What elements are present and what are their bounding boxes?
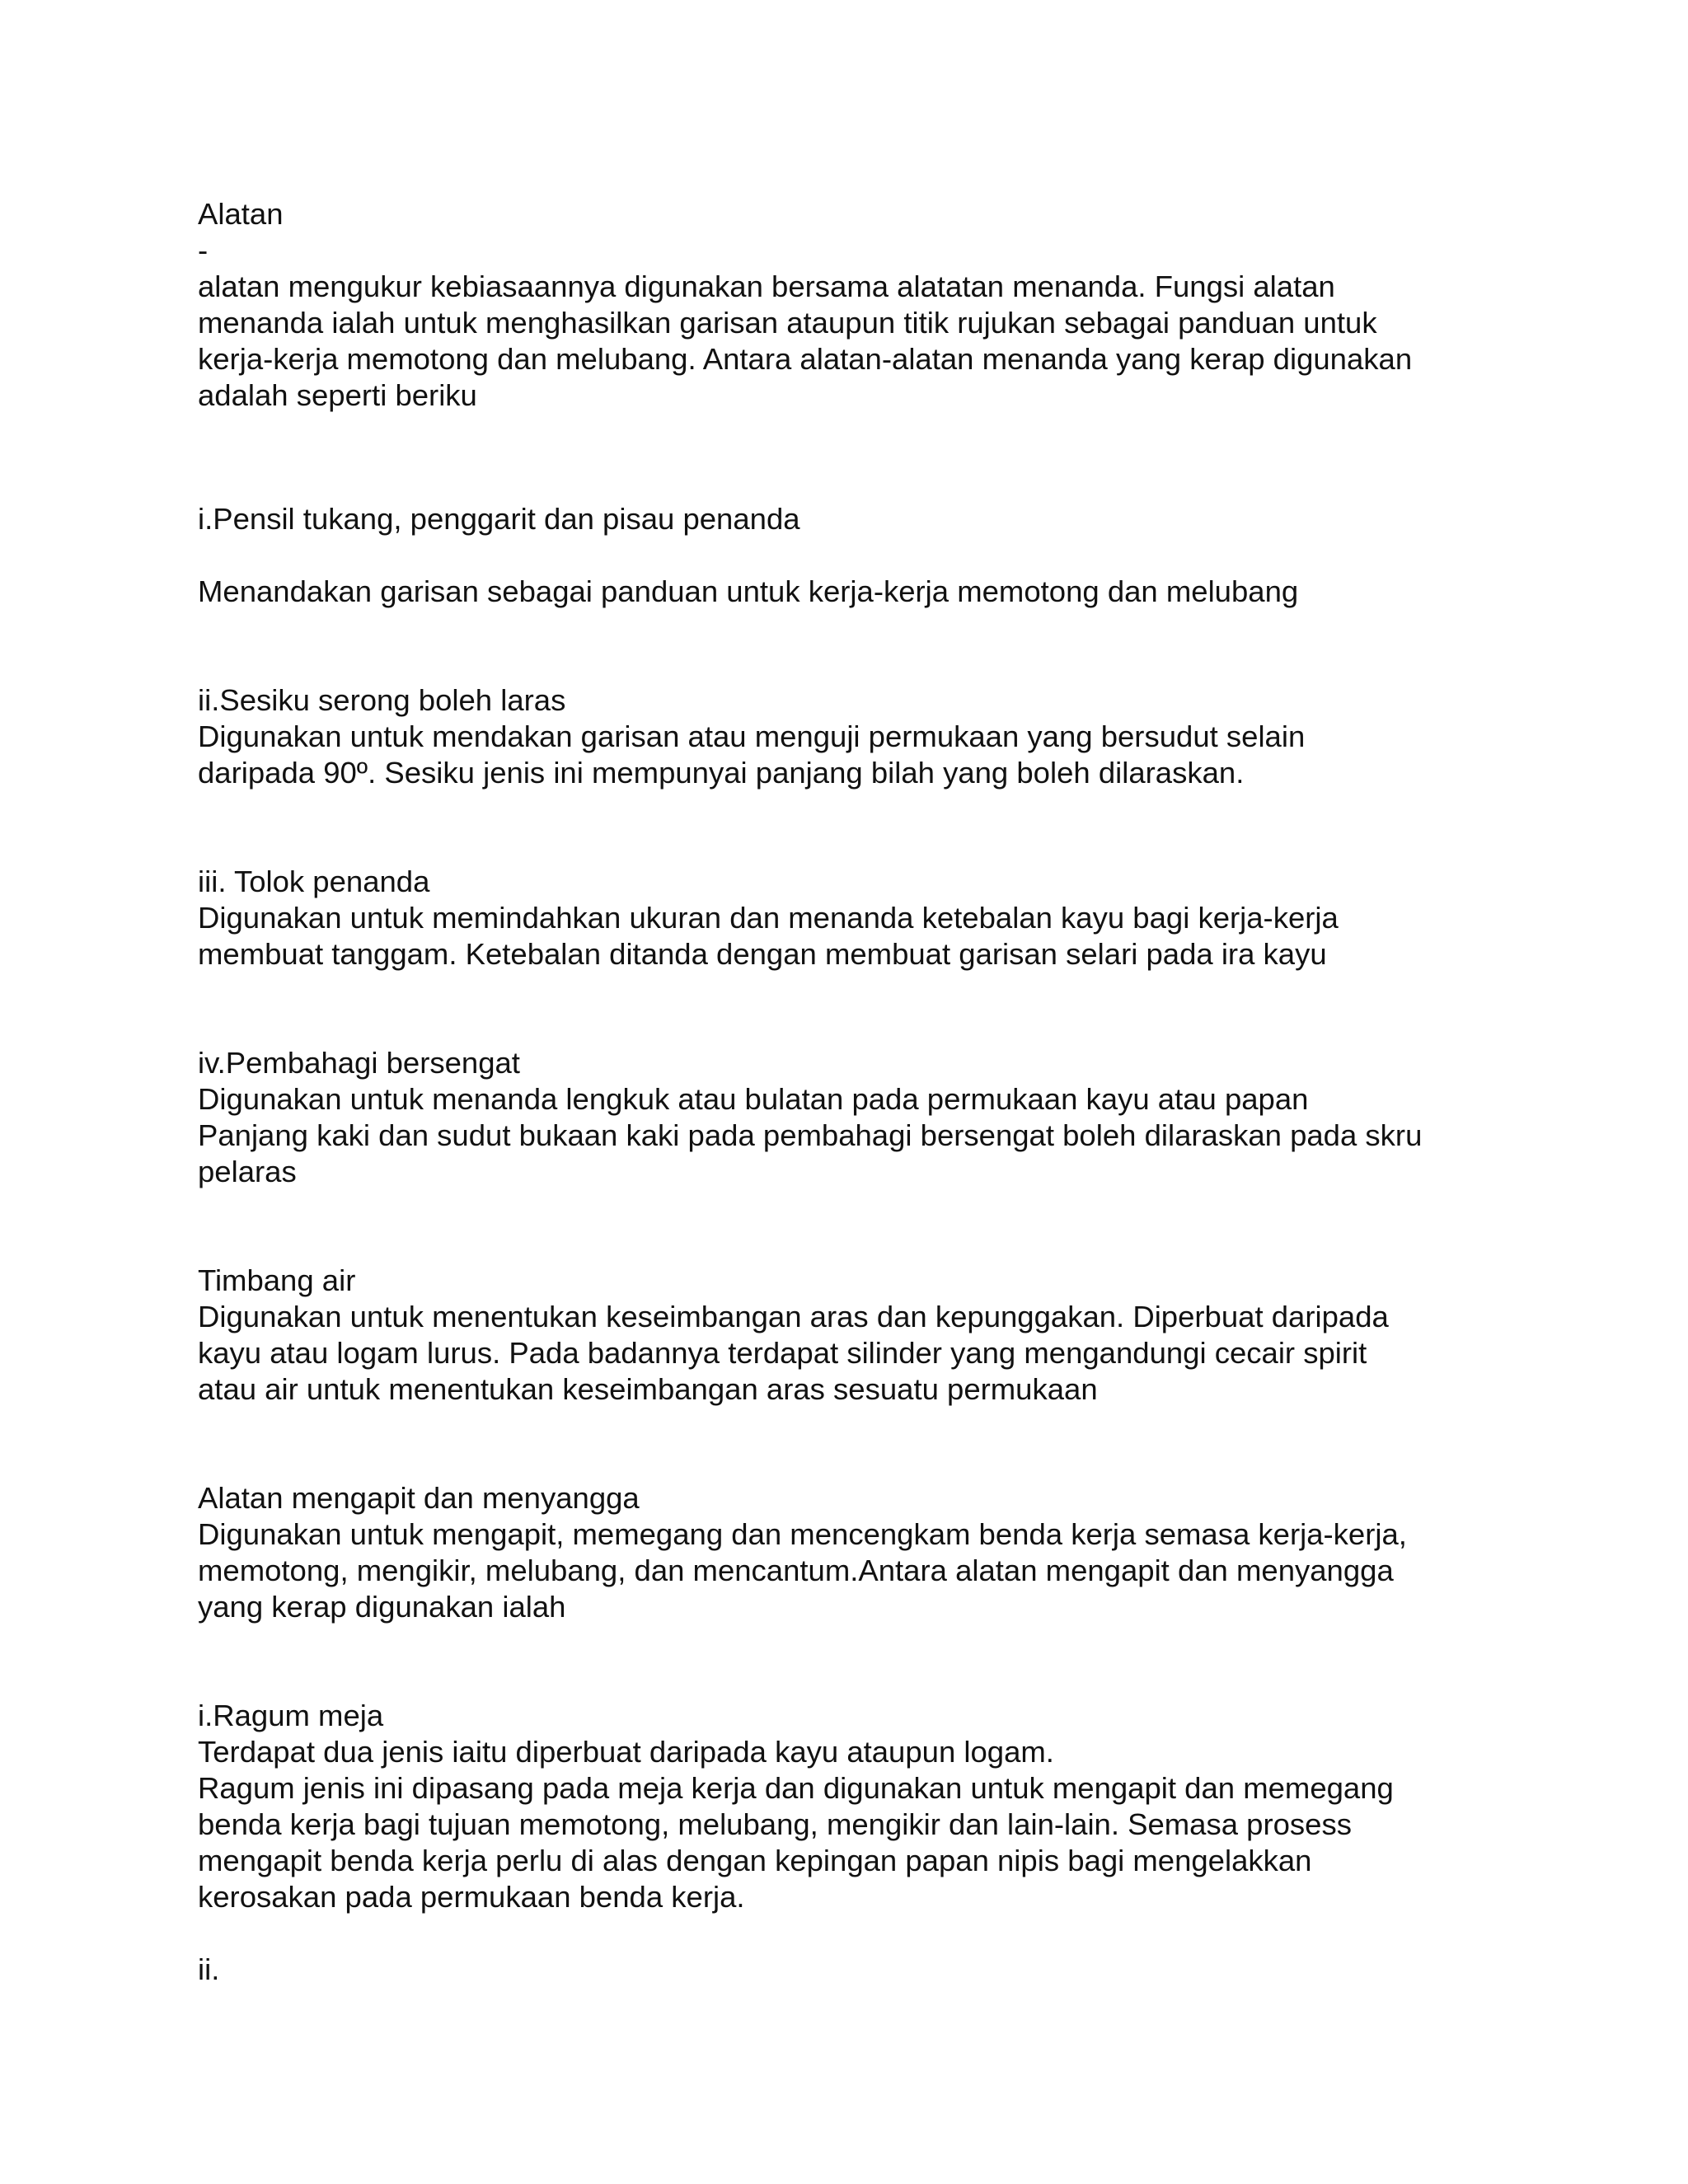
spacer [198,610,1517,682]
last-section [198,1952,1517,1988]
paragraph-line: Digunakan untuk mengapit, memegang dan mencengkam benda kerja semasa kerja-kerja, [198,1517,1407,1551]
paragraph-line: membuat tanggam. Ketebalan ditanda dengan membuat garisan selari pada ira kayu [198,937,1327,971]
spacer [198,1915,1517,1952]
pembahagi-section [198,1045,1517,1190]
pensil-section [198,501,1517,610]
section-heading: i.Ragum meja [198,1699,384,1732]
tolok-section [198,864,1517,972]
spacer [198,1408,1517,1480]
paragraph-line: Digunakan untuk mendakan garisan atau menguji permukaan yang bersudut selain [198,719,1306,753]
sesiku-section [198,682,1517,791]
paragraph-line: adalah seperti beriku [198,378,477,412]
paragraph-line: kerja-kerja memotong dan melubang. Antara alatan-alatan menanda yang kerap digunakan [198,342,1413,376]
document-page [198,196,1517,1988]
mengapit-section [198,1480,1517,1625]
dash-line: - [198,233,209,267]
paragraph-line: kerosakan pada permukaan benda kerja. [198,1880,745,1914]
paragraph-line: Panjang kaki dan sudut bukaan kaki pada pembahagi bersengat boleh dilaraskan pada skru [198,1118,1423,1152]
paragraph-line: kayu atau logam lurus. Pada badannya terdapat silinder yang mengandungi cecair spirit [198,1336,1367,1370]
paragraph-line: alatan mengukur kebiasaannya digunakan bersama alatatan menanda. Fungsi alatan [198,269,1335,303]
section-heading: ii. [198,1952,220,1986]
paragraph-line: Ragum jenis ini dipasang pada meja kerja dan digunakan untuk mengapit dan memegang [198,1771,1394,1805]
paragraph-line: Terdapat dua jenis iaitu diperbuat daripada kayu ataupun logam. [198,1735,1054,1769]
paragraph-line: Digunakan untuk memindahkan ukuran dan menanda ketebalan kayu bagi kerja-kerja [198,901,1339,935]
paragraph-line: menanda ialah untuk menghasilkan garisan ataupun titik rujukan sebagai panduan untuk [198,306,1377,340]
timbang-section [198,1263,1517,1408]
paragraph-line: daripada 90º. Sesiku jenis ini mempunyai panjang bilah yang boleh dilaraskan. [198,756,1245,790]
spacer [198,537,1517,574]
paragraph-line: Menandakan garisan sebagai panduan untuk kerja-kerja memotong dan melubang [198,574,1299,608]
section-heading: ii.Sesiku serong boleh laras [198,683,566,717]
spacer [198,972,1517,1045]
paragraph-line: yang kerap digunakan ialah [198,1590,566,1624]
ragum-section [198,1698,1517,1915]
paragraph-line: Digunakan untuk menanda lengkuk atau bulatan pada permukaan kayu atau papan [198,1082,1309,1116]
section-heading: iii. Tolok penanda [198,865,430,898]
section-heading: iv.Pembahagi bersengat [198,1046,520,1080]
paragraph-line: mengapit benda kerja perlu di alas dengan kepingan papan nipis bagi mengelakkan [198,1844,1312,1877]
section-heading: Timbang air [198,1263,356,1297]
section-heading: Alatan mengapit dan menyangga [198,1481,640,1515]
spacer [198,791,1517,864]
section-heading: Alatan [198,197,284,231]
section-heading: i.Pensil tukang, penggarit dan pisau penanda [198,502,800,536]
intro-section [198,196,1517,414]
paragraph-line: benda kerja bagi tujuan memotong, melubang, mengikir dan lain-lain. Semasa prosess [198,1807,1352,1841]
spacer [198,1190,1517,1263]
paragraph-line: memotong, mengikir, melubang, dan mencantum.Antara alatan mengapit dan menyangga [198,1554,1394,1587]
paragraph-line: Digunakan untuk menentukan keseimbangan aras dan kepunggakan. Diperbuat daripada [198,1300,1389,1333]
paragraph-line: pelaras [198,1155,297,1188]
spacer [198,414,1517,501]
paragraph-line: atau air untuk menentukan keseimbangan aras sesuatu permukaan [198,1372,1098,1406]
spacer [198,1625,1517,1698]
